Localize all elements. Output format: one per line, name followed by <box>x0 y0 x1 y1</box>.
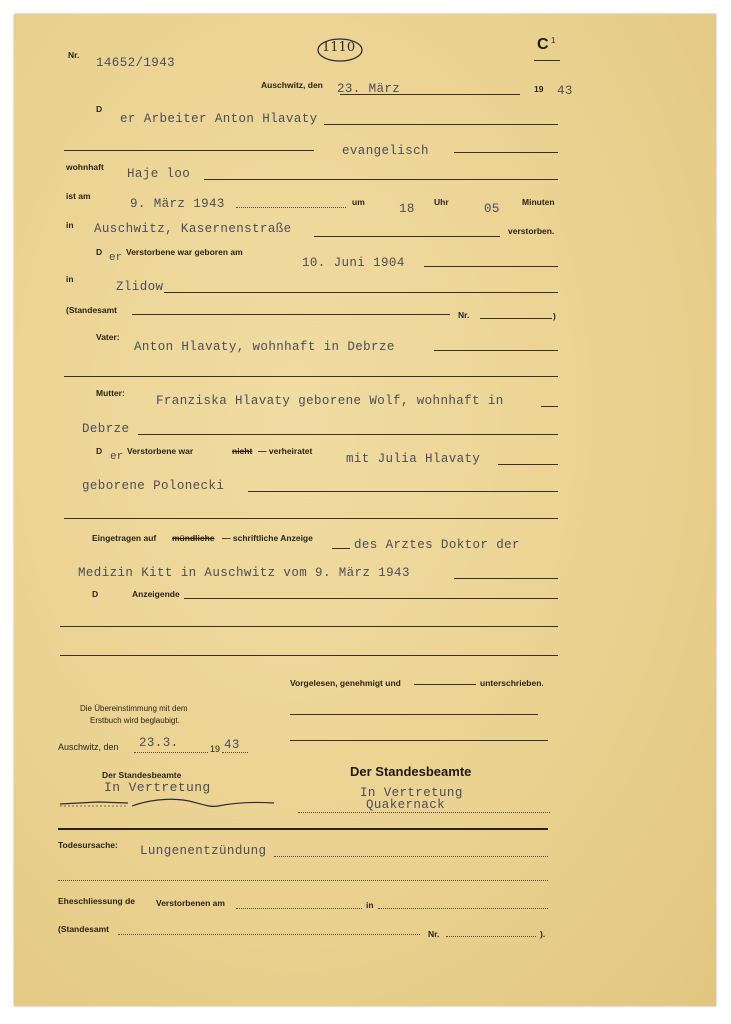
d3-prefix: D <box>96 446 103 456</box>
unterschrieben-label: unterschrieben. <box>480 678 544 688</box>
eingetragen-label: Eingetragen auf <box>92 533 157 543</box>
um-label: um <box>352 197 365 207</box>
death-date: 9. März 1943 <box>130 197 225 211</box>
place-label: Auschwitz, den <box>261 80 323 90</box>
vertretung-small: In Vertretung <box>104 780 211 795</box>
year2-suffix: 43 <box>224 738 240 752</box>
anzeige-label: — schriftliche Anzeige <box>222 533 313 543</box>
ehe-label-2: Verstorbenen am <box>156 898 225 908</box>
standesamt-label: (Standesamt <box>66 305 118 315</box>
ehe-label-1: Eheschliessung de <box>58 896 135 906</box>
date2: 23.3. <box>139 736 179 750</box>
handwritten-number: 1110 <box>322 40 356 55</box>
hour: 18 <box>399 202 415 216</box>
close3: ). <box>540 929 546 939</box>
cause: Lungenentzündung <box>140 844 267 858</box>
verheiratet-label-2: — verheiratet <box>258 446 313 456</box>
year-prefix: 19 <box>534 84 544 94</box>
anzeigende-label: Anzeigende <box>132 589 180 599</box>
mother-2: Debrze <box>82 422 130 436</box>
spouse-1: mit Julia Hlavaty <box>346 452 481 466</box>
minutes: 05 <box>484 202 500 216</box>
born-label: Verstorbene war geboren am <box>126 247 243 257</box>
informant-2: Medizin Kitt in Auschwitz vom 9. März 1943 <box>78 566 410 580</box>
certificate-paper <box>14 14 716 1006</box>
signature-stroke-icon <box>58 790 278 810</box>
in2-label: in <box>66 274 74 284</box>
vater-label: Vater: <box>96 332 120 342</box>
muendliche: mündliche <box>172 533 215 543</box>
place2-label: Auschwitz, den <box>58 742 119 752</box>
year-suffix: 43 <box>557 84 573 98</box>
year2-prefix: 19 <box>210 744 221 754</box>
close-paren: ) <box>553 311 556 321</box>
ist-am-label: ist am <box>66 191 91 201</box>
father: Anton Hlavaty, wohnhaft in Debrze <box>134 340 395 354</box>
standesamt3-label: (Standesamt <box>58 924 110 934</box>
standesbeamte-small: Der Standesbeamte <box>102 770 182 780</box>
form-code-sup: 1 <box>551 36 556 45</box>
circle-mark-icon <box>314 36 366 64</box>
todesursache-label: Todesursache: <box>58 840 118 850</box>
uhr-label: Uhr <box>434 197 449 207</box>
verheiratet-nicht: nicht <box>232 446 253 456</box>
verheiratet-label-1: Verstorbene war <box>127 446 194 456</box>
uebereinstimmung-1: Die Übereinstimmung mit dem <box>80 704 188 713</box>
wohnhaft-label: wohnhaft <box>66 162 104 172</box>
d2-prefix: D <box>96 247 103 257</box>
in-label: in <box>66 220 74 230</box>
date-day-month: 23. März <box>337 82 401 96</box>
mother-1: Franziska Hlavaty geborene Wolf, wohnhaft in <box>156 394 504 408</box>
d-prefix: D <box>96 104 103 114</box>
person-line: er Arbeiter Anton Hlavaty <box>120 112 318 126</box>
vorgelesen-label: Vorgelesen, genehmigt und <box>290 678 401 688</box>
form-code: C <box>537 36 549 53</box>
religion: evangelisch <box>342 144 429 158</box>
d2-suffix: er <box>109 252 123 264</box>
death-place: Auschwitz, Kasernenstraße <box>94 222 292 236</box>
vertretung-big: In Vertretung <box>360 786 463 800</box>
d3-suffix: er <box>110 451 124 463</box>
record-number: 14652/1943 <box>96 56 176 70</box>
uebereinstimmung-2: Erstbuch wird beglaubigt. <box>90 716 180 725</box>
standesbeamte-big: Der Standesbeamte <box>350 764 472 779</box>
residence: Haje loo <box>127 167 191 181</box>
birth-date: 10. Juni 1904 <box>302 256 405 270</box>
mutter-label: Mutter: <box>96 388 125 398</box>
nr2-label: Nr. <box>458 310 470 320</box>
spouse-2: geborene Polonecki <box>82 479 225 493</box>
minuten-label: Minuten <box>522 197 555 207</box>
ehe-in-label: in <box>366 900 374 910</box>
nr-label: Nr. <box>68 50 80 60</box>
verstorben-label: verstorben. <box>508 226 555 236</box>
signer: Quakernack <box>366 798 446 812</box>
informant-1: des Arztes Doktor der <box>354 538 520 552</box>
birth-place: Zlidow <box>116 280 164 294</box>
nr3-label: Nr. <box>428 929 440 939</box>
anzeigende-d: D <box>92 589 99 599</box>
